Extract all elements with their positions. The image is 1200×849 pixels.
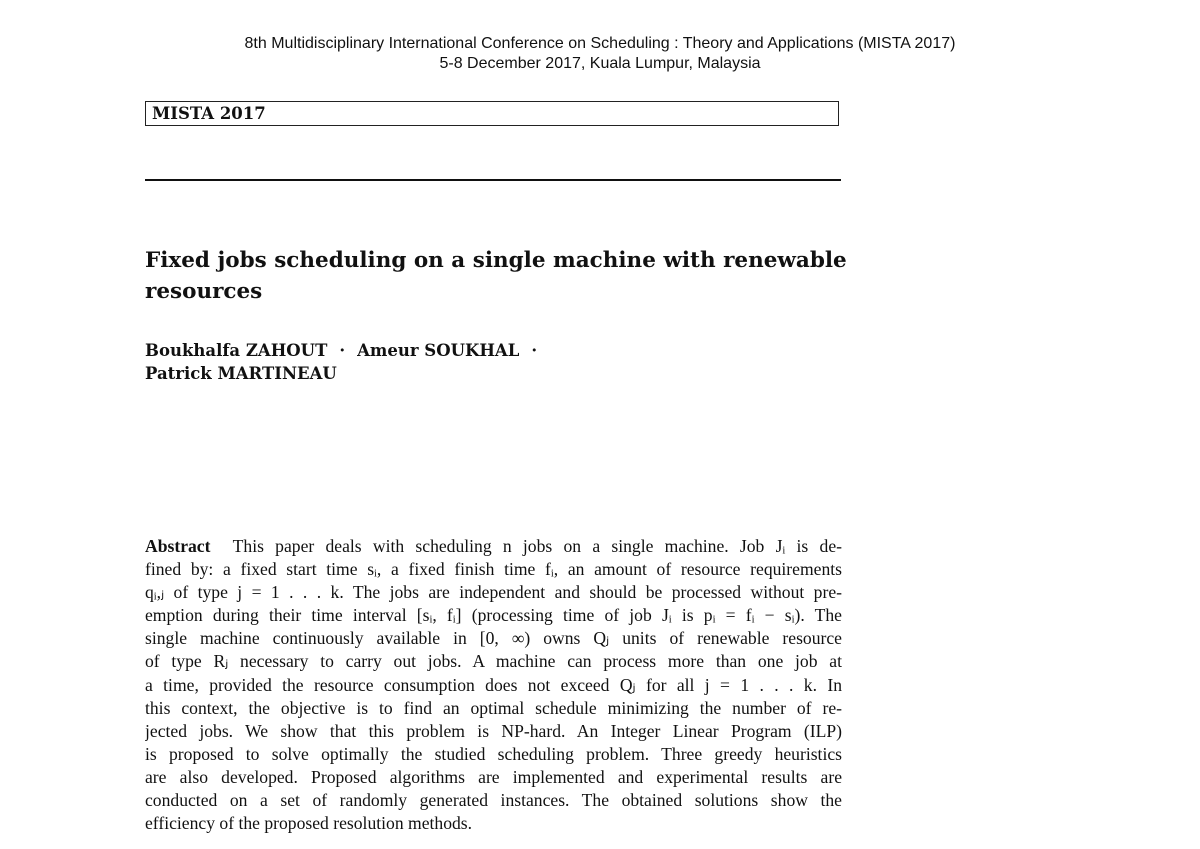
author-name: Boukhalfa ZAHOUT bbox=[145, 341, 328, 360]
paper-title bbox=[145, 245, 850, 307]
journal-box bbox=[145, 101, 839, 126]
conference-date-location: 5-8 December 2017, Kuala Lumpur, Malaysia bbox=[439, 55, 761, 72]
author-name: Patrick MARTINEAU bbox=[145, 364, 337, 383]
abstract-line: emption during their time interval [sᵢ, fᵢ] (processing time of job Jᵢ is pᵢ = fᵢ − sᵢ). The bbox=[145, 605, 842, 626]
abstract-line: is proposed to solve optimally the studied scheduling problem. Three greedy heuristics bbox=[145, 743, 842, 764]
abstract-line: qᵢ,ⱼ of type j = 1 . . . k. The jobs are independent and should be processed without pre- bbox=[145, 582, 842, 603]
abstract-line: of type Rⱼ necessary to carry out jobs. A machine can process more than one job at bbox=[145, 651, 842, 672]
abstract-line bbox=[145, 535, 842, 558]
abstract-line: jected jobs. We show that this problem is NP-hard. An Integer Linear Program (ILP) bbox=[145, 720, 842, 741]
author-separator: · bbox=[339, 341, 346, 360]
abstract-line: fined by: a fixed start time sᵢ, a fixed finish time fᵢ, an amount of resource requirements bbox=[145, 559, 842, 580]
paper-title-line: Fixed jobs scheduling on a single machine with renewable bbox=[145, 248, 847, 273]
abstract-line: this context, the objective is to find an optimal schedule minimizing the number of re- bbox=[145, 697, 842, 718]
author-line bbox=[145, 339, 845, 362]
author-name: Ameur SOUKHAL bbox=[357, 341, 520, 360]
conference-name: 8th Multidisciplinary International Conference on Scheduling : Theory and Applications (MISTA 2017) bbox=[244, 35, 956, 52]
abstract-line: are also developed. Proposed algorithms are implemented and experimental results are bbox=[145, 766, 842, 787]
horizontal-rule bbox=[145, 179, 841, 181]
author-separator: · bbox=[531, 341, 538, 360]
author-line bbox=[145, 362, 845, 385]
abstract bbox=[145, 535, 842, 835]
abstract-line: conducted on a set of randomly generated instances. The obtained solutions show the bbox=[145, 790, 842, 811]
abstract-line: single machine continuously available in [0, ∞) owns Qⱼ units of renewable resource bbox=[145, 628, 842, 649]
author-list bbox=[145, 339, 845, 385]
abstract-line: a time, provided the resource consumption does not exceed Qⱼ for all j = 1 . . . k. In bbox=[145, 674, 842, 695]
paper-title-line: resources bbox=[145, 279, 263, 304]
abstract-line: efficiency of the proposed resolution methods. bbox=[145, 813, 473, 834]
abstract-text: This paper deals with scheduling n jobs on a single machine. Job Jᵢ is de- bbox=[232, 536, 842, 556]
journal-label: MISTA 2017 bbox=[152, 104, 266, 123]
abstract-label: Abstract bbox=[145, 536, 211, 556]
